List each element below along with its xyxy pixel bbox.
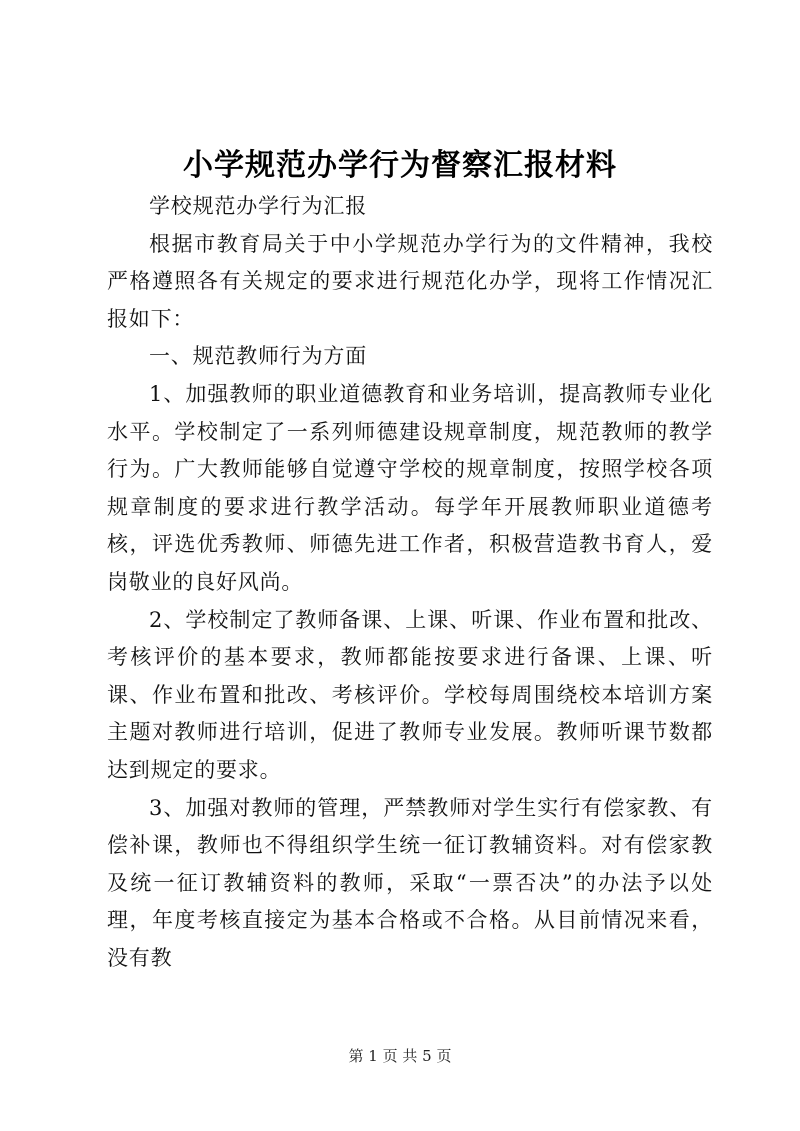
section-heading: 一、规范教师行为方面 [149, 344, 367, 369]
document-title: 小学规范办学行为督察汇报材料 [183, 148, 617, 183]
document-body [107, 188, 713, 977]
paragraph-item-3: 3、加强对教师的管理，严禁教师对学生实行有偿家教、有偿补课，教师也不得组织学生统一征订教辅资料。对有偿家教及统一征订教辅资料的教师，采取“一票否决”的办法予以处理，年度考核直接定为基本合格或不合格。从目前情况来看，没有教 [107, 795, 713, 970]
paragraph-intro: 根据市教育局关于中小学规范办学行为的文件精神，我校严格遵照各有关规定的要求进行规范化办学，现将工作情况汇报如下： [107, 231, 713, 331]
paragraph-subtitle: 学校规范办学行为汇报 [149, 194, 367, 218]
paragraph-item-2: 2、学校制定了教师备课、上课、听课、作业布置和批改、考核评价的基本要求，教师都能按要求进行备课、上课、听课、作业布置和批改、考核评价。学校每周围绕校本培训方案主题对教师进行培训，促进了教师专业发展。教师听课节数都达到规定的要求。 [107, 607, 713, 782]
page-number-footer: 第 1 页 共 5 页 [348, 1047, 452, 1065]
paragraph-item-1: 1、加强教师的职业道德教育和业务培训，提高教师专业化水平。学校制定了一系列师德建设规章制度，规范教师的教学行为。广大教师能够自觉遵守学校的规章制度，按照学校各项规章制度的要求进行教学活动。每学年开展教师职业道德考核，评选优秀教师、师德先进工作者，积极营造教书育人，爱岗敬业的良好风尚。 [107, 381, 713, 594]
